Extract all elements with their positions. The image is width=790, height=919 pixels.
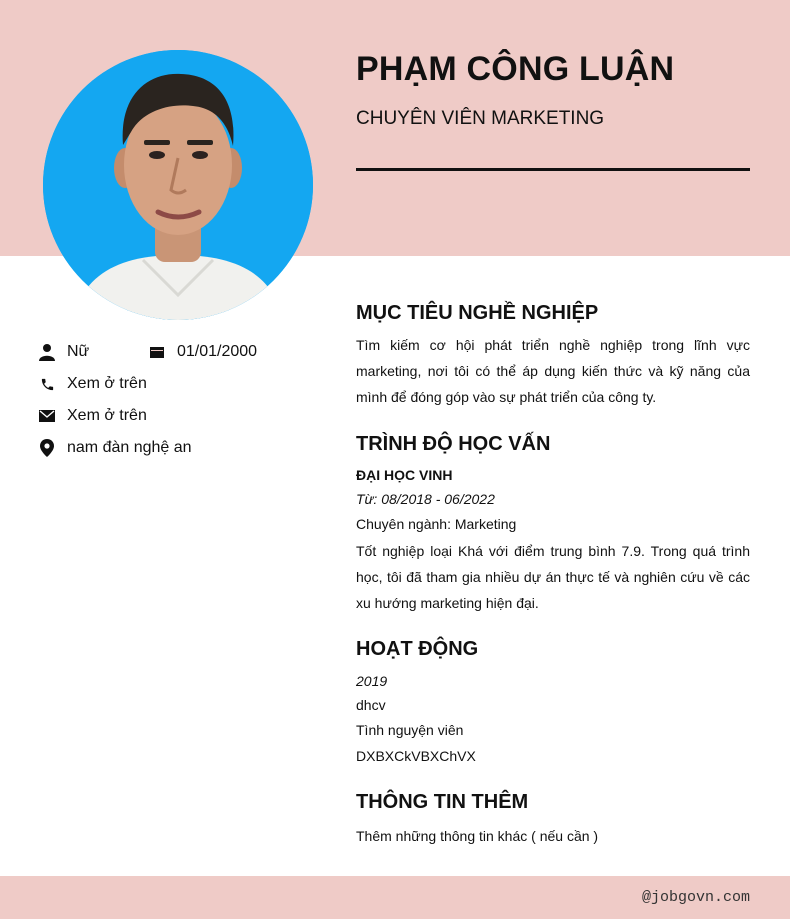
extra-section [356,791,750,814]
section-heading: THÔNG TIN THÊM [356,791,529,813]
extra-body [356,824,750,849]
birthday-value: 01/01/2000 [177,343,258,360]
location-pin-icon [38,439,56,457]
phone-row [38,375,147,393]
person-icon [38,343,56,361]
phone-value: Xem ở trên [67,375,147,392]
objective-body [356,332,750,410]
activity-year: 2019 [356,673,388,689]
education-section [356,433,750,456]
profile-photo [43,50,313,320]
email-value: Xem ở trên [67,407,147,424]
address-value: nam đàn nghệ an [67,439,192,456]
activity-role: Tình nguyện viên [356,722,464,738]
activity-detail: DXBXCkVBXChVX [356,748,476,764]
school-name: ĐẠI HỌC VINH [356,467,453,483]
mail-icon [38,407,56,425]
activities-section [356,638,750,661]
gender-row [38,343,89,361]
section-heading: HOẠT ĐỘNG [356,638,479,660]
address-row [38,439,192,457]
gender-value: Nữ [67,343,90,360]
footer-watermark: @jobgovn.com [641,889,750,906]
section-heading: TRÌNH ĐỘ HỌC VẤN [356,433,551,455]
activities-body [356,669,750,769]
job-title: CHUYÊN VIÊN MARKETING [356,108,605,129]
phone-icon [38,375,56,393]
calendar-icon [148,343,166,361]
candidate-name: PHẠM CÔNG LUẬN [356,50,675,88]
education-description: Tốt nghiệp loại Khá với điểm trung bình 7.9. Trong quá trình học, tôi đã tham gia nhiều dự án thực tế và nghiên cứu về các xu hướng marketing hiện đại. [356,543,750,611]
activity-organization: dhcv [356,697,386,713]
email-row [38,407,147,425]
section-heading: MỤC TIÊU NGHỀ NGHIỆP [356,302,599,324]
objective-section [356,302,750,325]
objective-text: Tìm kiếm cơ hội phát triển nghề nghiệp trong lĩnh vực marketing, nơi tôi có thể áp dụng kiến thức và kỹ năng của mình để đóng góp vào sự phát triển của công ty. [356,337,750,405]
extra-text: Thêm những thông tin khác ( nếu cần ) [356,828,599,844]
major: Chuyên ngành: Marketing [356,516,517,532]
education-body [356,463,750,616]
birthday-row [148,343,257,361]
title-divider [356,168,750,171]
study-period: Từ: 08/2018 - 06/2022 [356,491,495,507]
